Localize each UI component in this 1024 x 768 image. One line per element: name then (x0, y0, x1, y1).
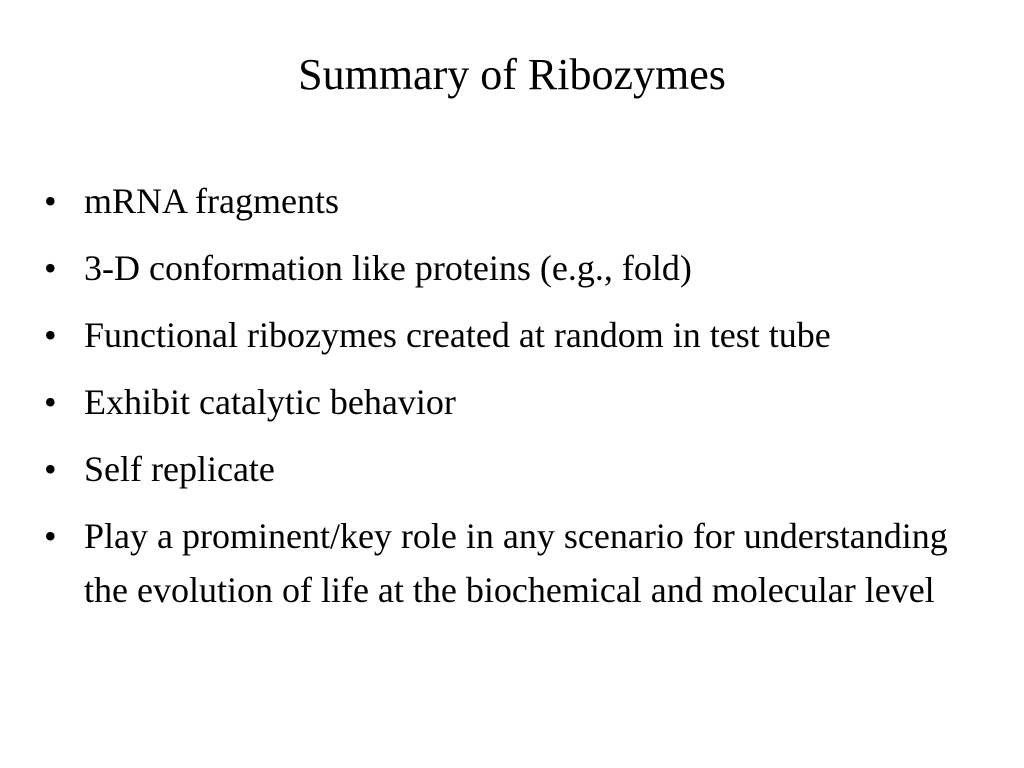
bullet-dot-icon: • (44, 516, 57, 556)
bullet-item (40, 174, 980, 228)
slide-title: Summary of Ribozymes (298, 50, 726, 99)
bullet-text: 3-D conformation like proteins (e.g., fold) (84, 248, 692, 288)
bullet-text: Self replicate (84, 449, 275, 489)
bullet-list (40, 174, 980, 630)
bullet-dot-icon: • (44, 382, 57, 422)
bullet-item (40, 241, 980, 295)
bullet-dot-icon: • (44, 248, 57, 288)
bullet-dot-icon: • (44, 181, 57, 221)
bullet-text: mRNA fragments (84, 181, 339, 221)
bullet-item (40, 509, 980, 617)
bullet-text: Play a prominent/key role in any scenario for understanding the evolution of life at the biochemical and molecular level (84, 516, 948, 610)
bullet-text: Functional ribozymes created at random in test tube (84, 315, 831, 355)
bullet-item (40, 308, 980, 362)
bullet-item (40, 375, 980, 429)
bullet-dot-icon: • (44, 315, 57, 355)
bullet-dot-icon: • (44, 449, 57, 489)
bullet-item (40, 442, 980, 496)
bullet-text: Exhibit catalytic behavior (84, 382, 456, 422)
